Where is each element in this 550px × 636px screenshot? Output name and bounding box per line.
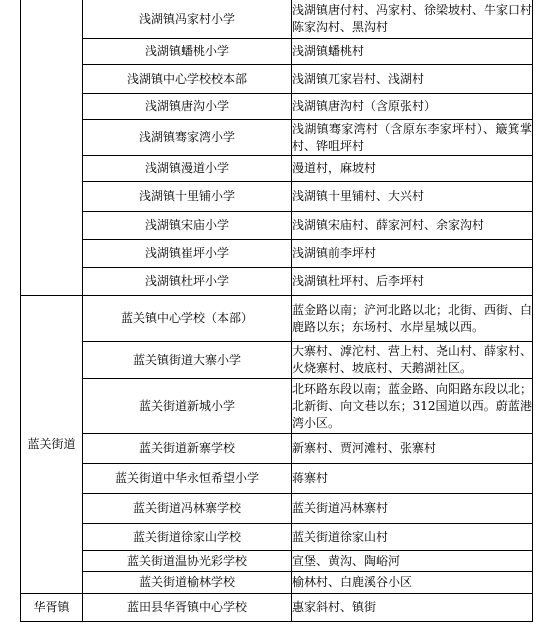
table-row [21,65,533,94]
area-cell: 北环路东段以南；蓝金路、向阳路东段以北；北新街、向文巷以东；312国道以西。蔚蓝港湾小区。 [292,379,533,434]
table-row [21,296,533,342]
area-cell: 漫道村，麻坡村 [292,156,533,182]
area-cell: 浅湖镇兀家岩村、浅湖村 [292,65,533,94]
area-cell: 榆林村、白鹿溪谷小区 [292,572,533,594]
table-row [21,594,533,622]
school-cell: 蓝关街道冯林寨学校 [83,494,292,524]
area-cell: 浅湖镇骞家湾村（含原东李家坪村）、簸箕掌村、铧咀坪村 [292,120,533,156]
school-cell: 浅湖镇宋庙小学 [83,212,292,240]
school-cell: 浅湖镇杜坪小学 [83,268,292,296]
table-row [21,572,533,594]
area-cell: 蒋寨村 [292,464,533,494]
school-district-table [20,0,533,622]
area-cell: 蓝关街道徐家山村 [292,524,533,551]
table-row [21,156,533,182]
area-cell: 浅湖镇唐付村、冯家村、徐梁坡村、牛家口村陈家沟村、黑沟村 [292,0,533,39]
school-cell: 蓝关镇中心学校（本部） [83,296,292,342]
table-row [21,0,533,39]
school-cell: 蓝关街道徐家山学校 [83,524,292,551]
area-cell: 浅湖镇前李坪村 [292,240,533,268]
area-cell: 浅湖镇杜坪村、后李坪村 [292,268,533,296]
table-row [21,524,533,551]
school-cell: 浅湖镇蟠桃小学 [83,39,292,65]
area-cell: 新寨村、贾河滩村、张寨村 [292,434,533,464]
table-row [21,120,533,156]
table-row [21,494,533,524]
school-cell: 蓝关街道新城小学 [83,379,292,434]
school-cell: 蓝关街道榆林学校 [83,572,292,594]
table-row [21,212,533,240]
area-cell: 浅湖镇十里铺村、大兴村 [292,182,533,212]
area-cell: 大寨村、滹沱村、营上村、尧山村、薛家村、火烧寨村、坡底村、天鹅湖社区。 [292,342,533,379]
table-row [21,342,533,379]
school-cell: 浅湖镇唐沟小学 [83,94,292,120]
table-row [21,39,533,65]
table-row [21,268,533,296]
area-cell: 蓝关街道冯林寨村 [292,494,533,524]
school-cell: 蓝关街道新寨学校 [83,434,292,464]
table-row [21,434,533,464]
area-cell: 惠家斜村、镇街 [292,594,533,622]
table-row [21,94,533,120]
town-cell: 蓝关街道 [21,296,83,594]
school-cell: 浅湖镇冯家村小学 [83,0,292,39]
area-cell: 蓝金路以南；浐河北路以北；北街、西街、白鹿路以东；东场村、水岸星城以西。 [292,296,533,342]
school-cell: 浅湖镇骞家湾小学 [83,120,292,156]
school-cell: 浅湖镇崔坪小学 [83,240,292,268]
table-row [21,240,533,268]
school-cell: 蓝田县华胥镇中心学校 [83,594,292,622]
town-cell: 华胥镇 [21,594,83,622]
table-row [21,379,533,434]
table-row [21,551,533,572]
school-cell: 蓝关街道温协光彩学校 [83,551,292,572]
school-cell: 蓝关镇街道大寨小学 [83,342,292,379]
area-cell: 浅湖镇宋庙村、薛家河村、余家沟村 [292,212,533,240]
table-row [21,182,533,212]
area-cell: 浅湖镇唐沟村（含原张村） [292,94,533,120]
table-row [21,464,533,494]
school-cell: 蓝关街道中华永恒希望小学 [83,464,292,494]
school-cell: 浅湖镇十里铺小学 [83,182,292,212]
school-cell: 浅湖镇漫道小学 [83,156,292,182]
town-cell-qianhu [21,0,83,296]
area-cell: 宣堡、黄沟、陶峪河 [292,551,533,572]
area-cell: 浅湖镇蟠桃村 [292,39,533,65]
school-cell: 浅湖镇中心学校校本部 [83,65,292,94]
